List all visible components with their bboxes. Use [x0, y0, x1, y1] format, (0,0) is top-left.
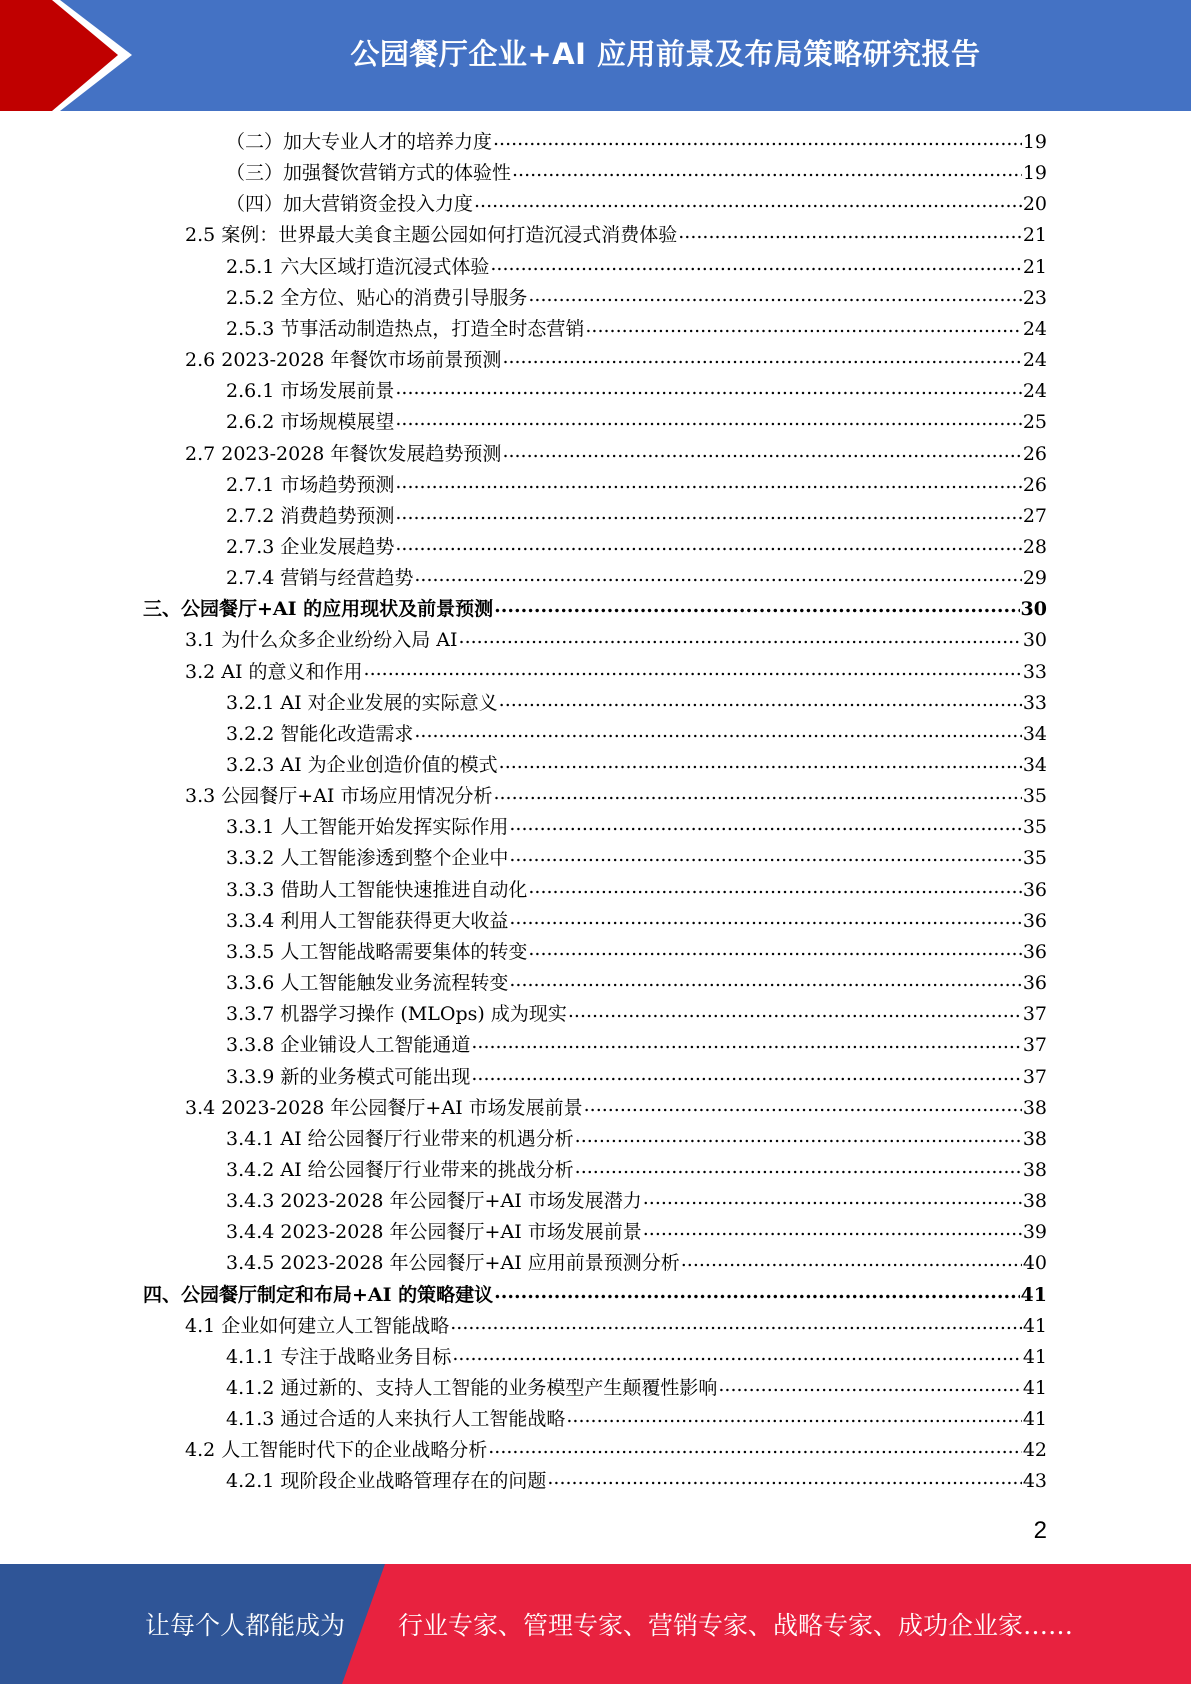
toc-entry[interactable]: [226, 407, 1047, 438]
toc-entry[interactable]: [226, 1342, 1047, 1373]
toc-entry-page: 37: [1022, 1034, 1047, 1057]
toc-entry-title: 3.3.9 新的业务模式可能出现: [226, 1065, 471, 1088]
toc-entry[interactable]: [226, 1186, 1047, 1217]
toc-entry-page: 24: [1022, 349, 1047, 372]
toc-entry-title: 3.3 公园餐厅+AI 市场应用情况分析: [185, 785, 493, 808]
toc-entry[interactable]: [143, 1280, 1047, 1311]
toc-entry-title: 3.4.5 2023-2028 年公园餐厅+AI 应用前景预测分析: [226, 1252, 680, 1275]
toc-entry[interactable]: [226, 875, 1047, 906]
toc-entry[interactable]: [226, 283, 1047, 314]
toc-entry[interactable]: [185, 657, 1047, 688]
toc-entry-title: 4.2 人工智能时代下的企业战略分析: [185, 1439, 488, 1462]
toc-dot-leader: [643, 1183, 1022, 1214]
toc-dot-leader: [395, 404, 1021, 435]
toc-entry-page: 27: [1022, 504, 1047, 527]
toc-entry[interactable]: [185, 625, 1047, 656]
toc-entry-title: 3.3.6 人工智能触发业务流程转变: [226, 972, 509, 995]
toc-entry[interactable]: [226, 1404, 1047, 1435]
toc-entry[interactable]: [226, 1155, 1047, 1186]
toc-entry-page: 35: [1022, 816, 1047, 839]
toc-entry-page: 36: [1022, 940, 1047, 963]
toc-dot-leader: [585, 311, 1021, 342]
toc-entry-page: 38: [1022, 1190, 1047, 1213]
toc-dot-leader: [509, 809, 1021, 840]
toc-entry-title: 2.7.1 市场趋势预测: [226, 473, 395, 496]
header-chevron-icon: [0, 0, 160, 111]
toc-dot-leader: [493, 778, 1021, 809]
toc-entry-page: 41: [1022, 1377, 1047, 1399]
toc-dot-leader: [471, 1027, 1021, 1058]
toc-entry-title: 2.5.3 节事活动制造热点，打造全时态营销: [226, 317, 585, 340]
toc-entry-page: 36: [1022, 972, 1047, 995]
toc-dot-leader: [414, 716, 1021, 747]
toc-dot-leader: [471, 1059, 1021, 1090]
toc-entry-title: 2.7.4 营销与经营趋势: [226, 567, 414, 590]
toc-entry-title: 4.1 企业如何建立人工智能战略: [185, 1314, 450, 1337]
toc-entry[interactable]: [226, 189, 1047, 220]
toc-entry[interactable]: [226, 376, 1047, 407]
toc-entry-page: 36: [1022, 909, 1047, 932]
toc-entry-page: 30: [1020, 598, 1047, 621]
toc-entry-title: 2.6.2 市场规模展望: [226, 411, 395, 434]
toc-dot-leader: [414, 560, 1021, 591]
toc-entry-title: 2.5 案例：世界最大美食主题公园如何打造沉浸式消费体验: [185, 224, 678, 247]
toc-entry[interactable]: [226, 252, 1047, 283]
toc-entry[interactable]: [226, 688, 1047, 719]
toc-dot-leader: [575, 1152, 1022, 1183]
toc-dot-leader: [395, 467, 1021, 498]
toc-entry[interactable]: [226, 906, 1047, 937]
toc-entry-title: 3.4.1 AI 给公园餐厅行业带来的机遇分析: [226, 1127, 574, 1150]
toc-entry-title: 3.3.3 借助人工智能快速推进自动化: [226, 878, 528, 901]
toc-dot-leader: [509, 965, 1021, 996]
page-number: 2: [1033, 1517, 1047, 1544]
toc-entry-title: 3.3.4 利用人工智能获得更大收益: [226, 909, 509, 932]
toc-entry-title: 4.1.1 专注于战略业务目标: [226, 1345, 452, 1368]
toc-entry-title: 2.5.2 全方位、贴心的消费引导服务: [226, 286, 528, 309]
toc-dot-leader: [575, 1121, 1022, 1152]
toc-entry[interactable]: [226, 843, 1047, 874]
page-header: [0, 0, 1191, 111]
toc-entry[interactable]: [226, 1466, 1047, 1497]
toc-entry-title: 2.7 2023-2028 年餐饮发展趋势预测: [185, 442, 502, 465]
toc-entry[interactable]: [185, 1311, 1047, 1342]
toc-entry-page: 21: [1022, 255, 1047, 278]
toc-entry[interactable]: [226, 1030, 1047, 1061]
toc-entry[interactable]: [226, 968, 1047, 999]
toc-entry-title: 2.6 2023-2028 年餐饮市场前景预测: [185, 349, 502, 372]
toc-dot-leader: [528, 934, 1021, 965]
toc-entry-title: 3.3.5 人工智能战略需要集体的转变: [226, 940, 528, 963]
toc-entry-title: （四）加大营销资金投入力度: [226, 193, 474, 216]
toc-entry[interactable]: [226, 158, 1047, 189]
toc-dot-leader: [681, 1245, 1022, 1276]
toc-entry-page: 39: [1022, 1221, 1047, 1244]
toc-entry-title: 3.4.4 2023-2028 年公园餐厅+AI 市场发展前景: [226, 1221, 642, 1244]
toc-dot-leader: [509, 903, 1021, 934]
toc-entry-title: 3.2.2 智能化改造需求: [226, 722, 414, 745]
toc-entry-title: 2.6.1 市场发展前景: [226, 380, 395, 403]
toc-dot-leader: [395, 498, 1021, 529]
toc-dot-leader: [512, 155, 1022, 186]
toc-dot-leader: [547, 1463, 1021, 1494]
toc-entry[interactable]: [226, 812, 1047, 843]
toc-entry-title: 3.3.2 人工智能渗透到整个企业中: [226, 847, 509, 870]
toc-entry-page: 35: [1022, 847, 1047, 870]
toc-entry[interactable]: [185, 1435, 1047, 1466]
toc-dot-leader: [509, 840, 1021, 871]
toc-dot-leader: [502, 436, 1021, 467]
toc-entry-page: 26: [1022, 442, 1047, 465]
toc-entry-page: 41: [1022, 1314, 1047, 1337]
footer-slogan-right: 行业专家、管理专家、营销专家、战略专家、成功企业家……: [398, 1611, 1074, 1640]
toc-entry-page: 35: [1022, 785, 1047, 808]
toc-entry-page: 33: [1022, 660, 1047, 683]
toc-dot-leader: [395, 529, 1021, 560]
toc-dot-leader: [499, 685, 1022, 716]
footer-slogan-left: 让每个人都能成为: [145, 1611, 346, 1640]
toc-entry[interactable]: [226, 532, 1047, 563]
toc-entry-title: 2.7.2 消费趋势预测: [226, 504, 395, 527]
toc-entry[interactable]: [185, 439, 1047, 470]
toc-entry[interactable]: [226, 470, 1047, 501]
toc-entry-page: 34: [1022, 722, 1047, 745]
toc-entry-title: 3.3.1 人工智能开始发挥实际作用: [226, 816, 509, 839]
toc-dot-leader: [450, 1308, 1022, 1339]
toc-entry[interactable]: [185, 345, 1047, 376]
toc-entry[interactable]: [226, 719, 1047, 750]
toc-entry-page: 29: [1022, 567, 1047, 590]
toc-entry-title: 3.4 2023-2028 年公园餐厅+AI 市场发展前景: [185, 1096, 583, 1119]
toc-entry[interactable]: [185, 220, 1047, 251]
toc-entry[interactable]: [226, 1062, 1047, 1093]
toc-entry-title: 3.3.7 机器学习操作 (MLOps) 成为现实: [226, 1003, 567, 1026]
toc-entry[interactable]: [226, 1248, 1047, 1279]
toc-dot-leader: [493, 124, 1022, 155]
toc-entry-page: 19: [1022, 131, 1047, 153]
toc-entry[interactable]: [226, 1373, 1047, 1404]
toc-dot-leader: [488, 1432, 1022, 1463]
toc-entry[interactable]: [226, 1124, 1047, 1155]
toc-entry-page: 23: [1022, 286, 1047, 309]
toc-entry-title: 三、公园餐厅+AI 的应用现状及前景预测: [143, 598, 494, 621]
toc-dot-leader: [499, 747, 1022, 778]
toc-dot-leader: [584, 1090, 1022, 1121]
toc-entry-title: （三）加强餐饮营销方式的体验性: [226, 162, 512, 185]
toc-entry-page: 41: [1022, 1408, 1047, 1431]
toc-entry-page: 20: [1022, 193, 1047, 216]
toc-dot-leader: [459, 622, 1022, 653]
toc-entry[interactable]: [226, 314, 1047, 345]
toc-dot-leader: [718, 1370, 1021, 1401]
toc-entry-page: 37: [1022, 1003, 1047, 1026]
toc-entry-page: 28: [1022, 535, 1047, 558]
toc-entry-page: 24: [1022, 380, 1047, 403]
toc-dot-leader: [494, 591, 1019, 622]
toc-entry-title: 4.2.1 现阶段企业战略管理存在的问题: [226, 1470, 547, 1493]
toc-entry[interactable]: [226, 501, 1047, 532]
toc-entry-title: 4.1.2 通过新的、支持人工智能的业务模型产生颠覆性影响: [226, 1377, 718, 1399]
toc-entry[interactable]: [226, 750, 1047, 781]
toc-dot-leader: [452, 1339, 1021, 1370]
toc-entry-page: 42: [1022, 1439, 1047, 1462]
toc-entry-page: 38: [1022, 1127, 1047, 1150]
toc-entry-page: 24: [1022, 317, 1047, 340]
toc-dot-leader: [490, 249, 1021, 280]
toc-entry-page: 25: [1022, 411, 1047, 434]
toc-entry-title: 3.1 为什么众多企业纷纷入局 AI: [185, 629, 458, 652]
toc-entry[interactable]: [226, 563, 1047, 594]
toc-entry-title: 3.4.3 2023-2028 年公园餐厅+AI 市场发展潜力: [226, 1190, 642, 1213]
toc-dot-leader: [528, 280, 1021, 311]
toc-entry-page: 36: [1022, 878, 1047, 901]
toc-entry-page: 41: [1022, 1345, 1047, 1368]
toc-entry-title: （二）加大专业人才的培养力度: [226, 131, 493, 153]
toc-entry-page: 38: [1022, 1096, 1047, 1119]
toc-entry-page: 38: [1022, 1158, 1047, 1181]
toc-entry-title: 四、公园餐厅制定和布局+AI 的策略建议: [143, 1283, 494, 1306]
toc-dot-leader: [364, 654, 1022, 685]
toc-dot-leader: [528, 872, 1021, 903]
toc-entry[interactable]: [226, 937, 1047, 968]
toc-dot-leader: [566, 1401, 1021, 1432]
toc-dot-leader: [678, 217, 1022, 248]
toc-dot-leader: [474, 186, 1022, 217]
toc-entry-title: 3.2 AI 的意义和作用: [185, 660, 363, 683]
toc-entry-title: 3.2.3 AI 为企业创造价值的模式: [226, 754, 498, 776]
toc-entry-page: 26: [1022, 473, 1047, 496]
toc-entry[interactable]: [226, 1217, 1047, 1248]
toc-entry-title: 2.7.3 企业发展趋势: [226, 535, 395, 558]
toc-entry-page: 40: [1022, 1252, 1047, 1275]
report-title: 公园餐厅企业+AI 应用前景及布局策略研究报告: [350, 36, 981, 71]
toc-dot-leader: [568, 996, 1022, 1027]
page-footer: [0, 1564, 1191, 1684]
toc-entry-page: 30: [1022, 629, 1047, 652]
toc-dot-leader: [643, 1214, 1022, 1245]
toc-entry-title: 4.1.3 通过合适的人来执行人工智能战略: [226, 1408, 566, 1431]
toc-entry-page: 33: [1022, 691, 1047, 714]
toc-entry[interactable]: [185, 781, 1047, 812]
toc-entry-page: 34: [1022, 754, 1047, 776]
toc-entry-page: 37: [1022, 1065, 1047, 1088]
toc-entry-title: 3.2.1 AI 对企业发展的实际意义: [226, 691, 498, 714]
toc-entry[interactable]: [226, 127, 1047, 158]
toc-entry[interactable]: [226, 999, 1047, 1030]
toc-entry[interactable]: [143, 594, 1047, 625]
toc-entry-page: 43: [1022, 1470, 1047, 1493]
toc-entry-page: 21: [1022, 224, 1047, 247]
toc-entry-page: 19: [1022, 162, 1047, 185]
toc-dot-leader: [494, 1277, 1019, 1308]
toc-entry-title: 3.3.8 企业铺设人工智能通道: [226, 1034, 471, 1057]
toc-entry[interactable]: [185, 1093, 1047, 1124]
toc-entry-title: 2.5.1 六大区域打造沉浸式体验: [226, 255, 490, 278]
toc-dot-leader: [395, 373, 1021, 404]
toc-entry-page: 41: [1020, 1283, 1047, 1306]
toc-dot-leader: [502, 342, 1021, 373]
toc-entry-title: 3.4.2 AI 给公园餐厅行业带来的挑战分析: [226, 1158, 574, 1181]
